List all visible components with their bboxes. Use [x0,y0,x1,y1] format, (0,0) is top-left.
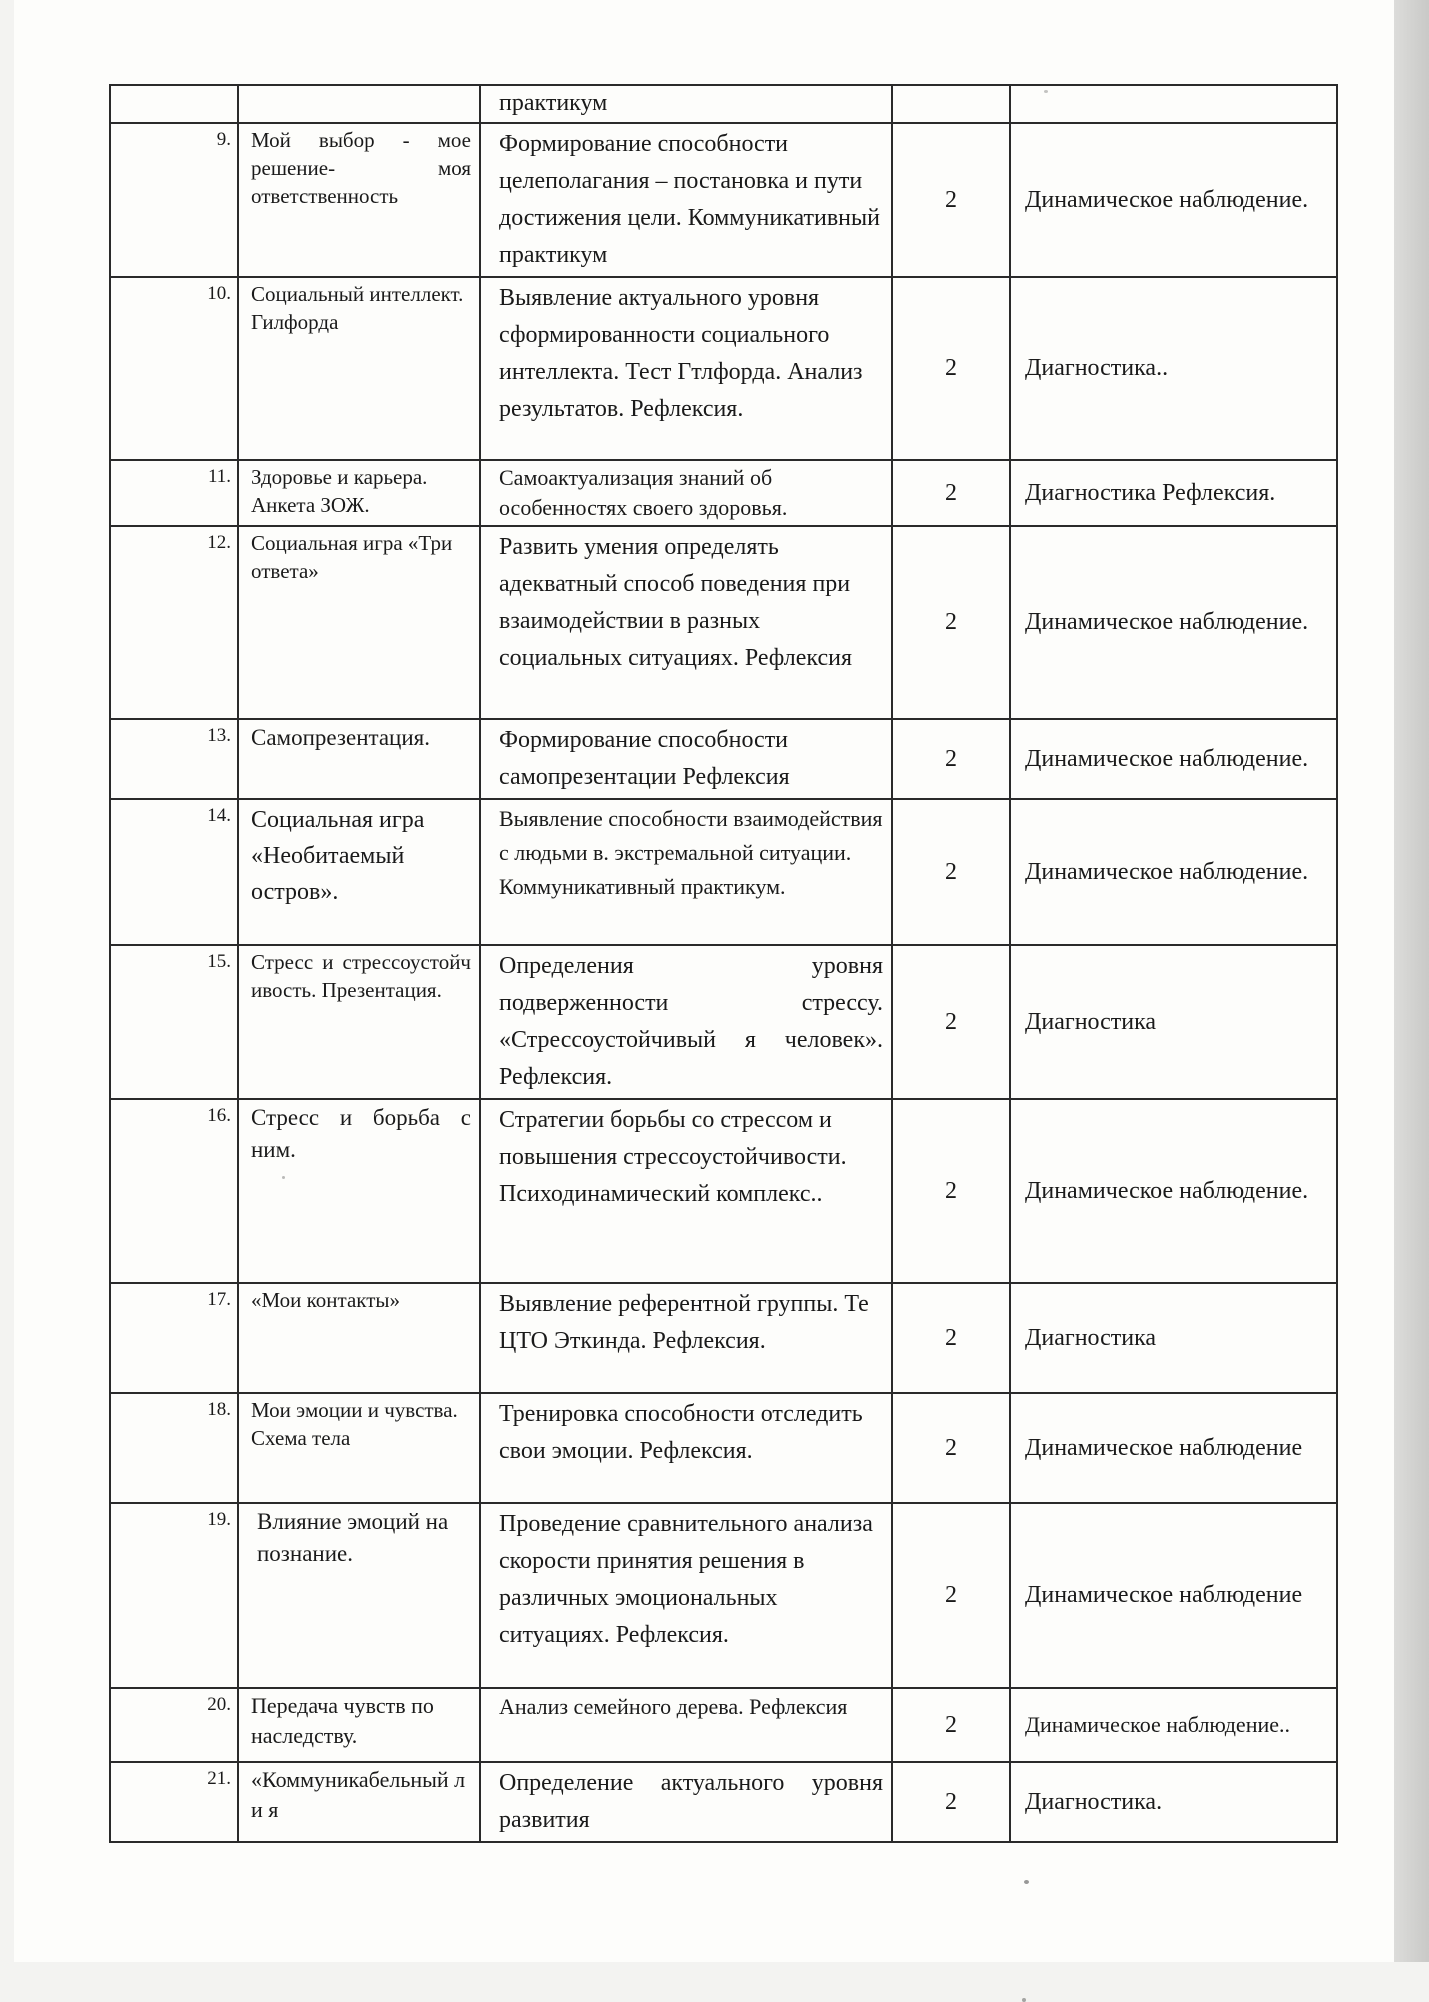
table-row [110,1283,1337,1393]
table-row [110,1393,1337,1503]
row-number: 11. [110,460,238,526]
table-row [110,123,1337,277]
row-hours: 2 [892,460,1010,526]
row-hours: 2 [892,1283,1010,1393]
row-hours: 2 [892,799,1010,945]
row-number: 18. [110,1393,238,1503]
row-form: Динамическое наблюдение. [1010,799,1337,945]
row-form [1010,85,1337,123]
scan-speck [1022,1998,1026,2002]
table-row [110,799,1337,945]
row-form: Динамическое наблюдение. [1010,526,1337,719]
row-form: Динамическое наблюдение [1010,1393,1337,1503]
row-form: Диагностика. [1010,1762,1337,1842]
row-topic: Влияние эмоций на познание. [238,1503,480,1688]
row-form: Динамическое наблюдение. [1010,123,1337,277]
row-hours: 2 [892,1762,1010,1842]
table-row [110,85,1337,123]
table-row [110,1503,1337,1688]
row-form: Динамическое наблюдение [1010,1503,1337,1688]
row-number: 20. [110,1688,238,1762]
scan-speck [282,1176,285,1179]
row-topic: Мой выбор - мое решение- моя ответственность [238,123,480,277]
row-topic [238,85,480,123]
row-description: Стратегии борьбы со стрессом и повышения стрессоустойчивости. Психодинамический комплекс.. [480,1099,892,1283]
row-description: Определения уровня подверженности стрессу. «Стрессоустойчивый я человек». Рефлексия. [480,945,892,1099]
row-topic: Здоровье и карьера. Анкета ЗОЖ. [238,460,480,526]
row-hours: 2 [892,1099,1010,1283]
row-hours: 2 [892,277,1010,460]
row-description: Формирование способности самопрезентации Рефлексия [480,719,892,799]
row-hours: 2 [892,1503,1010,1688]
row-topic: Передача чувств по наследству. [238,1688,480,1762]
table-row [110,526,1337,719]
row-topic: Социальная игра «Необитаемый остров». [238,799,480,945]
table-row [110,1762,1337,1842]
scan-speck [1024,1880,1029,1884]
row-number: 17. [110,1283,238,1393]
row-number: 14. [110,799,238,945]
row-number: 16. [110,1099,238,1283]
row-form: Диагностика Рефлексия. [1010,460,1337,526]
row-form: Диагностика.. [1010,277,1337,460]
row-description: Формирование способности целеполагания – постановка и пути достижения цели. Коммуникативный практикум [480,123,892,277]
page-edge-shadow [1394,0,1429,1962]
row-topic: «Мои контакты» [238,1283,480,1393]
table-row [110,460,1337,526]
row-description: Тренировка способности отследить свои эмоции. Рефлексия. [480,1393,892,1503]
row-hours: 2 [892,123,1010,277]
row-description: Выявление референтной группы. Те ЦТО Эткинда. Рефлексия. [480,1283,892,1393]
row-description: Выявление способности взаимодействия с людьми в. экстремальной ситуации. Коммуникативный практикум. [480,799,892,945]
table-row [110,277,1337,460]
row-description: Определение актуального уровня развития [480,1762,892,1842]
row-form: Динамическое наблюдение.. [1010,1688,1337,1762]
row-form: Диагностика [1010,1283,1337,1393]
table-row [110,945,1337,1099]
row-hours: 2 [892,1688,1010,1762]
row-number: 15. [110,945,238,1099]
row-form: Диагностика [1010,945,1337,1099]
row-number: 21. [110,1762,238,1842]
row-number: 13. [110,719,238,799]
scanned-page [14,0,1394,1962]
row-number: 9. [110,123,238,277]
row-description: Выявление актуального уровня сформированности социального интеллекта. Тест Гтлфорда. Анализ результатов. Рефлексия. [480,277,892,460]
row-topic: Мои эмоции и чувства. Схема тела [238,1393,480,1503]
row-form: Динамическое наблюдение. [1010,719,1337,799]
row-number: 10. [110,277,238,460]
row-hours: 2 [892,945,1010,1099]
row-number: 12. [110,526,238,719]
row-hours: 2 [892,1393,1010,1503]
table-row [110,1688,1337,1762]
row-description: Проведение сравнительного анализа скорости принятия решения в различных эмоциональных ситуациях. Рефлексия. [480,1503,892,1688]
row-number: 19. [110,1503,238,1688]
row-hours: 2 [892,719,1010,799]
row-topic: Самопрезентация. [238,719,480,799]
row-topic: «Коммуникабельный ли я [238,1762,480,1842]
row-description: Анализ семейного дерева. Рефлексия [480,1688,892,1762]
table-row [110,719,1337,799]
row-topic: Социальная игра «Три ответа» [238,526,480,719]
row-description: Самоактуализация знаний об особенностях своего здоровья. [480,460,892,526]
row-description: Развить умения определять адекватный способ поведения при взаимодействии в разных социальных ситуациях. Рефлексия [480,526,892,719]
row-topic: Стресс и борьба с ним. [238,1099,480,1283]
row-topic: Стресс и стрессоустойчивость. Презентация. [238,945,480,1099]
scan-speck [1044,90,1048,93]
row-topic: Социальный интеллект. Гилфорда [238,277,480,460]
row-form: Динамическое наблюдение. [1010,1099,1337,1283]
row-description: практикум [480,85,892,123]
row-number [110,85,238,123]
lesson-plan-table [109,84,1338,1843]
row-hours: 2 [892,526,1010,719]
table-row [110,1099,1337,1283]
row-hours [892,85,1010,123]
